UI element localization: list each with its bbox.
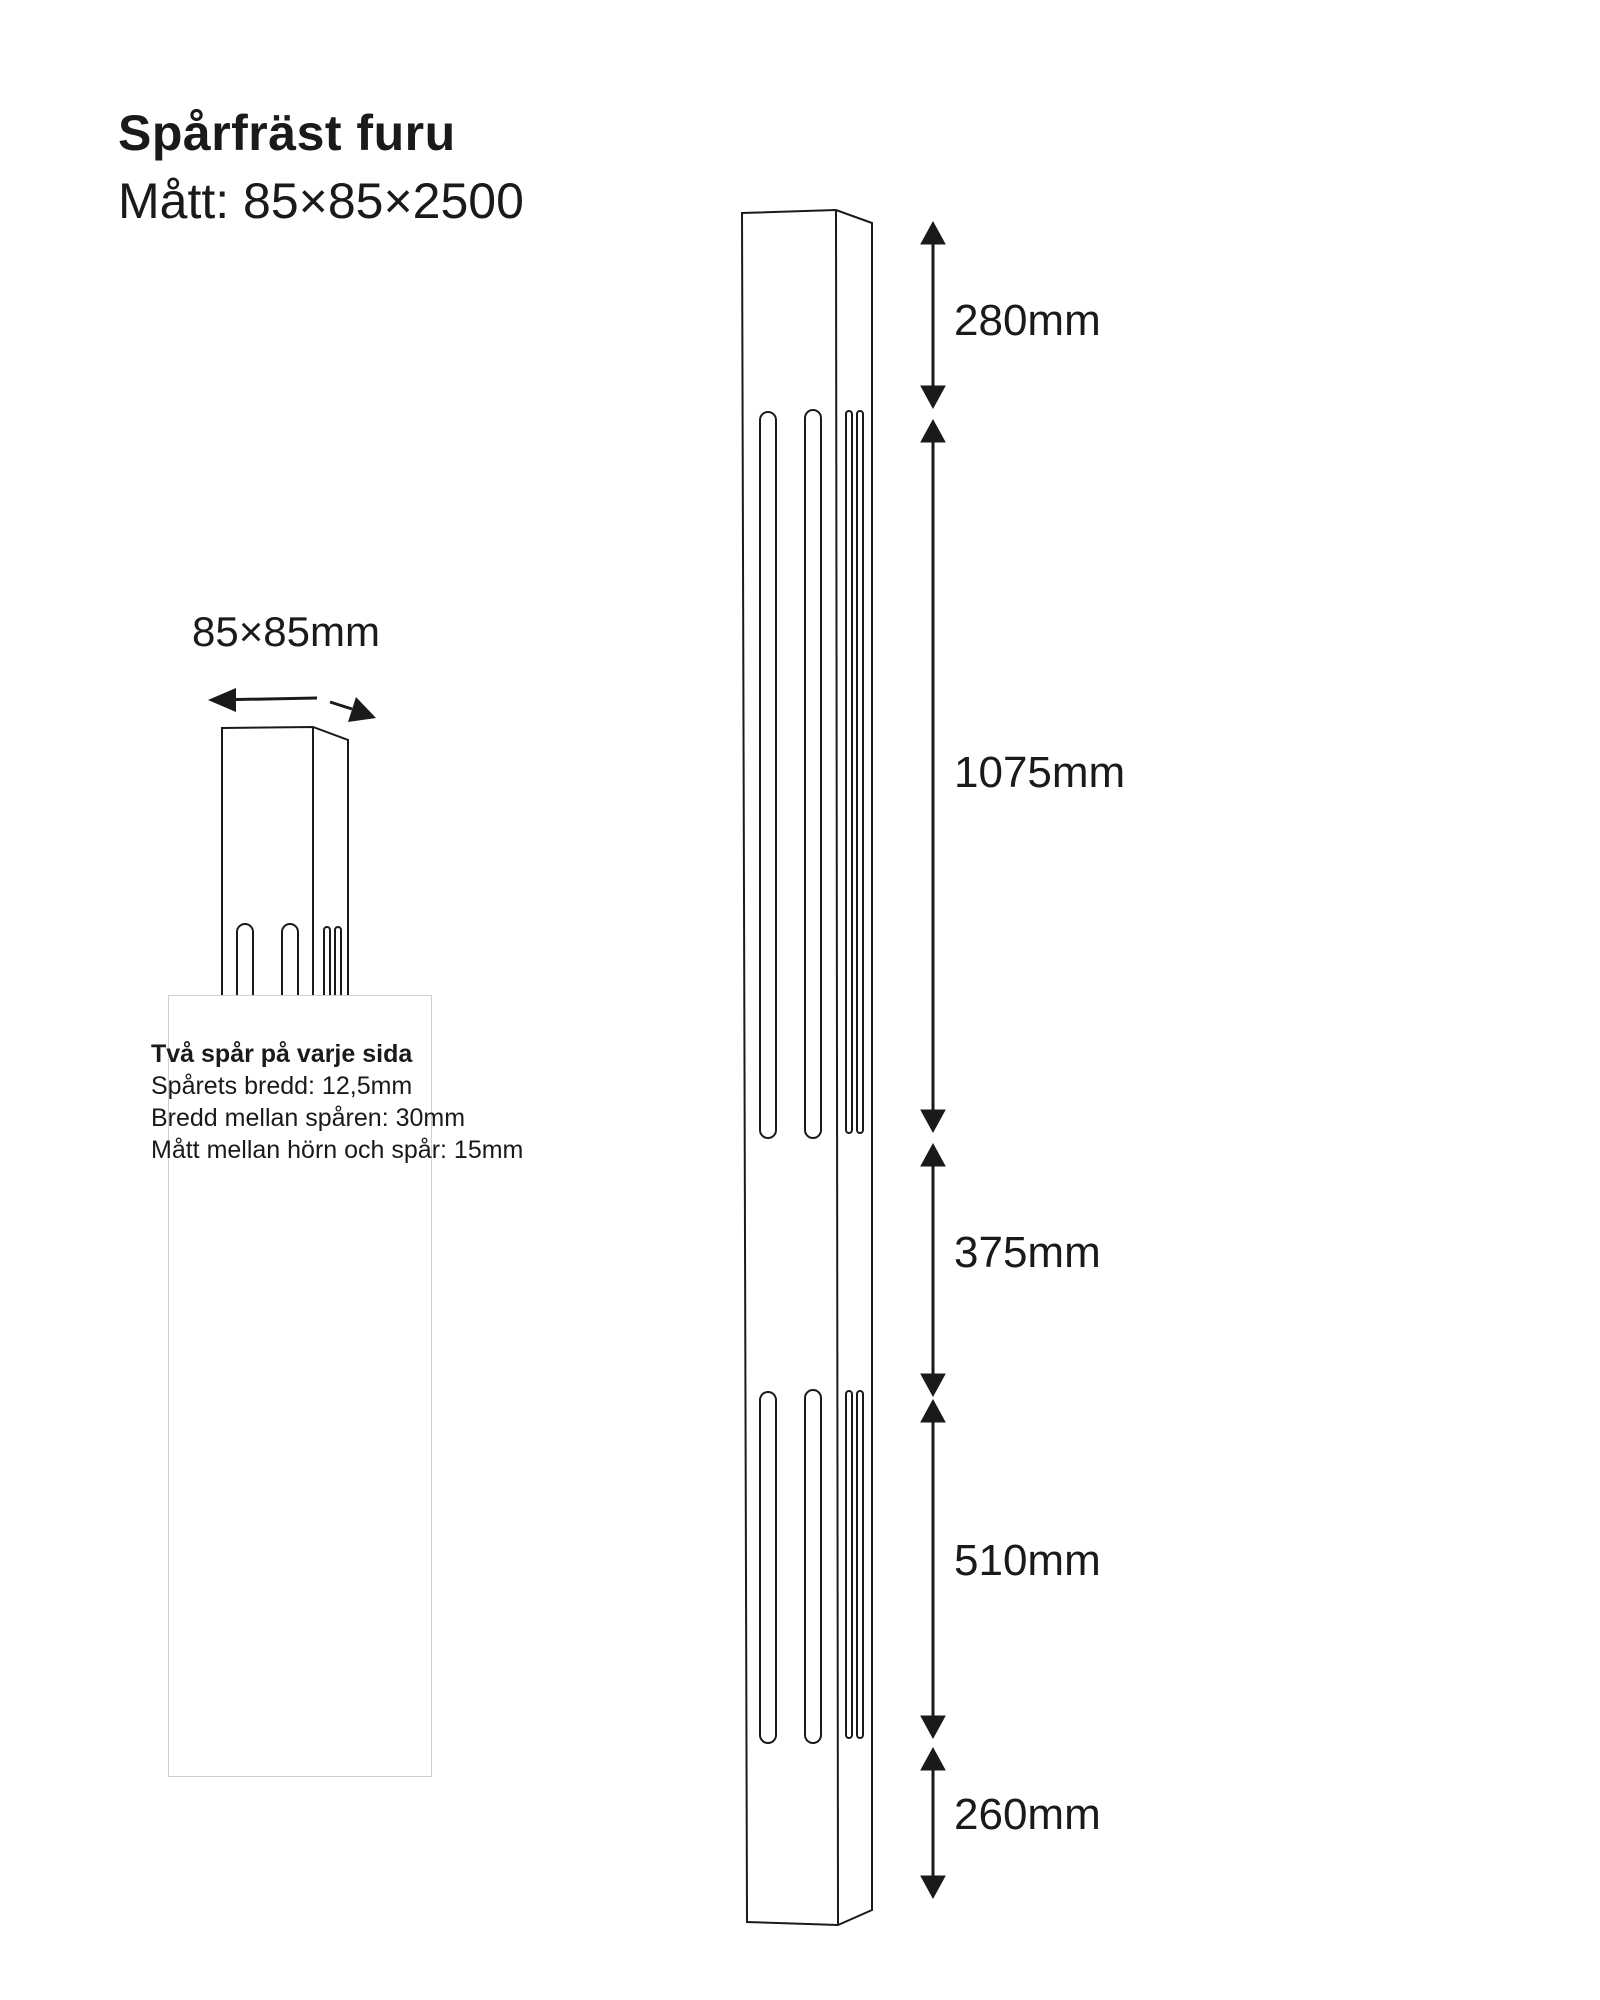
dimension-label-510: 510mm [954,1536,1101,1585]
dimension-arrow-510 [921,1400,945,1738]
spec-text [151,1038,523,1166]
spec-heading: Två spår på varje sida [151,1040,413,1068]
spec-line: Bredd mellan spåren: 30mm [151,1104,466,1132]
dimension-label-260: 260mm [954,1790,1101,1839]
dimension-label-375: 375mm [954,1228,1101,1277]
dimension-arrow-280 [921,222,945,408]
dimension-arrows [921,222,945,1898]
dimension-label-1075: 1075mm [954,748,1126,797]
cross-section-arrow [208,688,376,722]
dimension-label-280: 280mm [954,296,1101,345]
dimension-arrow-1075 [921,420,945,1132]
dimension-arrow-260 [921,1748,945,1898]
product-title: Spårfräst furu [118,105,456,161]
small-post-illustration [222,727,348,1000]
cross-section-label: 85×85mm [192,608,380,655]
spec-line: Mått mellan hörn och spår: 15mm [151,1136,524,1164]
product-dimensions: Mått: 85×85×2500 [118,173,524,229]
tall-post-illustration [742,210,872,1925]
spec-line: Spårets bredd: 12,5mm [151,1072,413,1100]
dimension-arrow-375 [921,1144,945,1396]
